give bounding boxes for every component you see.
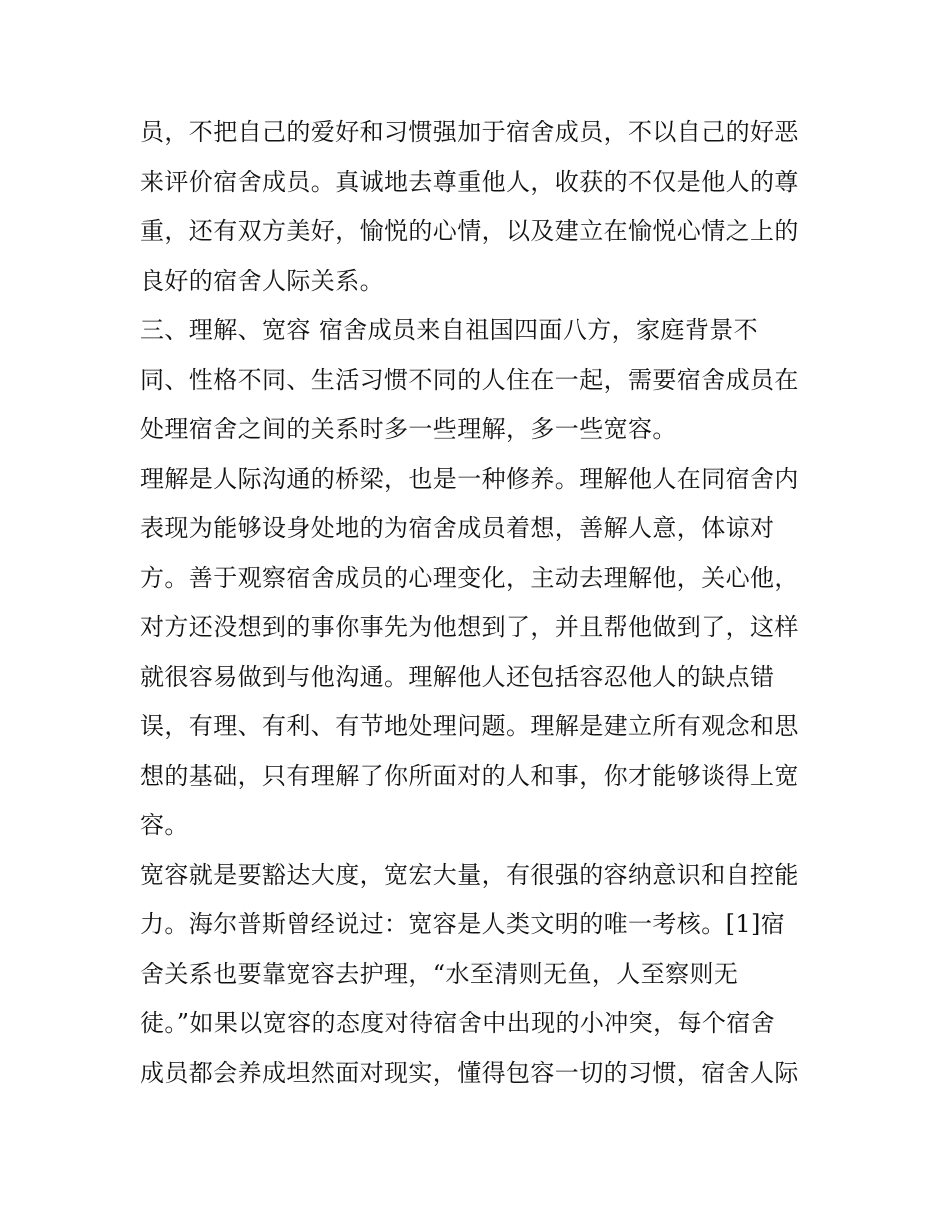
text-line: 宽容就是要豁达大度，宽宏大量，有很强的容纳意识和自控能	[140, 860, 799, 889]
text-line: 就很容易做到与他沟通。理解他人还包括容忍他人的缺点错	[140, 662, 775, 691]
text-line: 理解是人际沟通的桥梁，也是一种修养。理解他人在同宿舍内	[140, 464, 799, 493]
text-line: 容。	[140, 811, 189, 839]
text-line: 来评价宿舍成员。真诚地去尊重他人，收获的不仅是他人的尊	[140, 167, 799, 196]
text-line: 成员都会养成坦然面对现实，懂得包容一切的习惯，宿舍人际	[140, 1058, 799, 1087]
text-line: 舍关系也要靠宽容去护理，“水至清则无鱼，人至察则无	[140, 959, 739, 988]
text-line: 徒。”如果以宽容的态度对待宿舍中出现的小冲突，每个宿舍	[140, 1009, 776, 1037]
text-line: 处理宿舍之间的关系时多一些理解，多一些宽容。	[140, 415, 677, 443]
text-line: 力。海尔普斯曾经说过：宽容是人类文明的唯一考核。[1]宿	[140, 910, 786, 938]
text-line: 重，还有双方美好，愉悦的心情，以及建立在愉悦心情之上的	[140, 217, 799, 245]
text-line: 误，有理、有利、有节地处理问题。理解是建立所有观念和思	[140, 712, 799, 740]
text-line: 想的基础，只有理解了你所面对的人和事，你才能够谈得上宽	[140, 761, 799, 790]
text-line: 同、性格不同、生活习惯不同的人住在一起，需要宿舍成员在	[140, 365, 799, 394]
body-text	[140, 108, 820, 1098]
text-line: 对方还没想到的事你事先为他想到了，并且帮他做到了，这样	[140, 613, 799, 641]
text-line: 良好的宿舍人际关系。	[140, 266, 384, 295]
section-heading-line: 三、理解、宽容 宿舍成员来自祖国四面八方，家庭背景不	[140, 316, 759, 344]
text-line: 方。善于观察宿舍成员的心理变化，主动去理解他，关心他，	[140, 563, 799, 592]
text-line: 表现为能够设身处地的为宿舍成员着想，善解人意，体谅对	[140, 514, 775, 542]
text-line: 员，不把自己的爱好和习惯强加于宿舍成员，不以自己的好恶	[140, 118, 799, 146]
